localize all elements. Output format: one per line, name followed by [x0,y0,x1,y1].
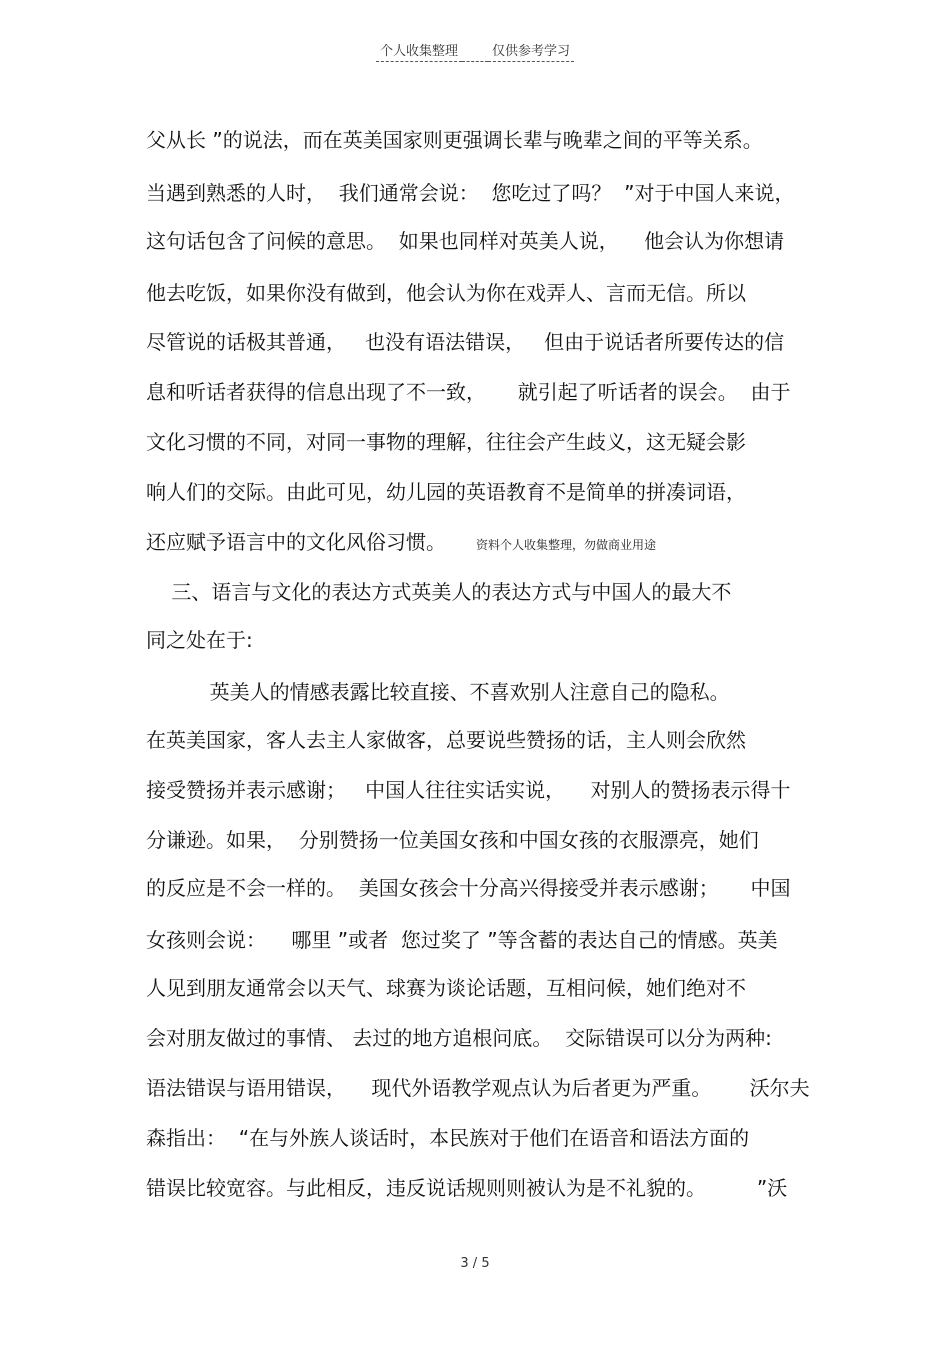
page-header [0,40,950,62]
body-line: 尽管说的话极其普通， 也没有语法错误， 但由于说话者所要传达的信 [146,330,785,354]
body-line: 错误比较宽容。与此相反，违反说话规则则被认为是不礼貌的。 ”沃 [146,1176,788,1200]
section-heading-line: 三、语言与文化的表达方式英美人的表达方式与中国人的最大不 [146,580,732,604]
body-line: 这句话包含了问候的意思。 如果也同样对英美人说， 他会认为你想请 [146,229,785,253]
body-line: 接受赞扬并表示感谢； 中国人往往实话实说， 对别人的赞扬表示得十 [146,778,791,802]
page-number: 3 / 5 [460,1256,490,1271]
body-line: 森指出： “在与外族人谈话时，本民族对于他们在语音和语法方面的 [146,1126,750,1150]
header-right-text: 仅供参考学习 [488,40,574,62]
body-line: 会对朋友做过的事情、 去过的地方追根问底。 交际错误可以分为两种: [146,1026,772,1050]
body-line: 当遇到熟悉的人时， 我们通常会说： 您吃过了吗？ ”对于中国人来说， [146,181,795,205]
body-line: 他去吃饭，如果你没有做到，他会认为你在戏弄人、言而无信。所以 [146,281,746,305]
body-line: 英美人的情感表露比较直接、不喜欢别人注意自己的隐私。 [146,680,730,704]
body-line: 分谦逊。如果， 分别赞扬一位美国女孩和中国女孩的衣服漂亮，她们 [146,828,759,852]
body-line: 父从长 ”的说法，而在英美国家则更强调长辈与晚辈之间的平等关系。 [146,128,763,152]
body-line: 人见到朋友通常会以天气、球赛为谈论话题，互相问候，她们绝对不 [146,976,746,1000]
body-line: 语法错误与语用错误， 现代外语教学观点认为后者更为严重。 沃尔夫 [146,1076,810,1100]
body-line: 响人们的交际。由此可见，幼儿园的英语教育不是简单的拼凑词语， [146,480,746,504]
header-left-text: 个人收集整理 [376,40,462,62]
source-note: 资料个人收集整理，勿做商业用途 [476,538,657,552]
body-line: 同之处在于: [146,628,253,652]
body-line: 的反应是不会一样的。 美国女孩会十分高兴得接受并表示感谢； 中国 [146,876,791,900]
body-line: 在英美国家，客人去主人家做客，总要说些赞扬的话，主人则会欣然 [146,728,746,752]
body-line-text: 还应赋予语言中的文化风俗习惯。 [146,530,446,554]
body-line: 文化习惯的不同，对同一事物的理解，往往会产生歧义，这无疑会影 [146,430,746,454]
body-line: 女孩则会说： 哪里 ”或者 您过奖了 ”等含蓄的表达自己的情感。英美 [146,928,778,952]
body-line [146,530,656,557]
body-line: 息和听话者获得的信息出现了不一致， 就引起了听话者的误会。 由于 [146,380,791,404]
header-gap [462,60,488,62]
